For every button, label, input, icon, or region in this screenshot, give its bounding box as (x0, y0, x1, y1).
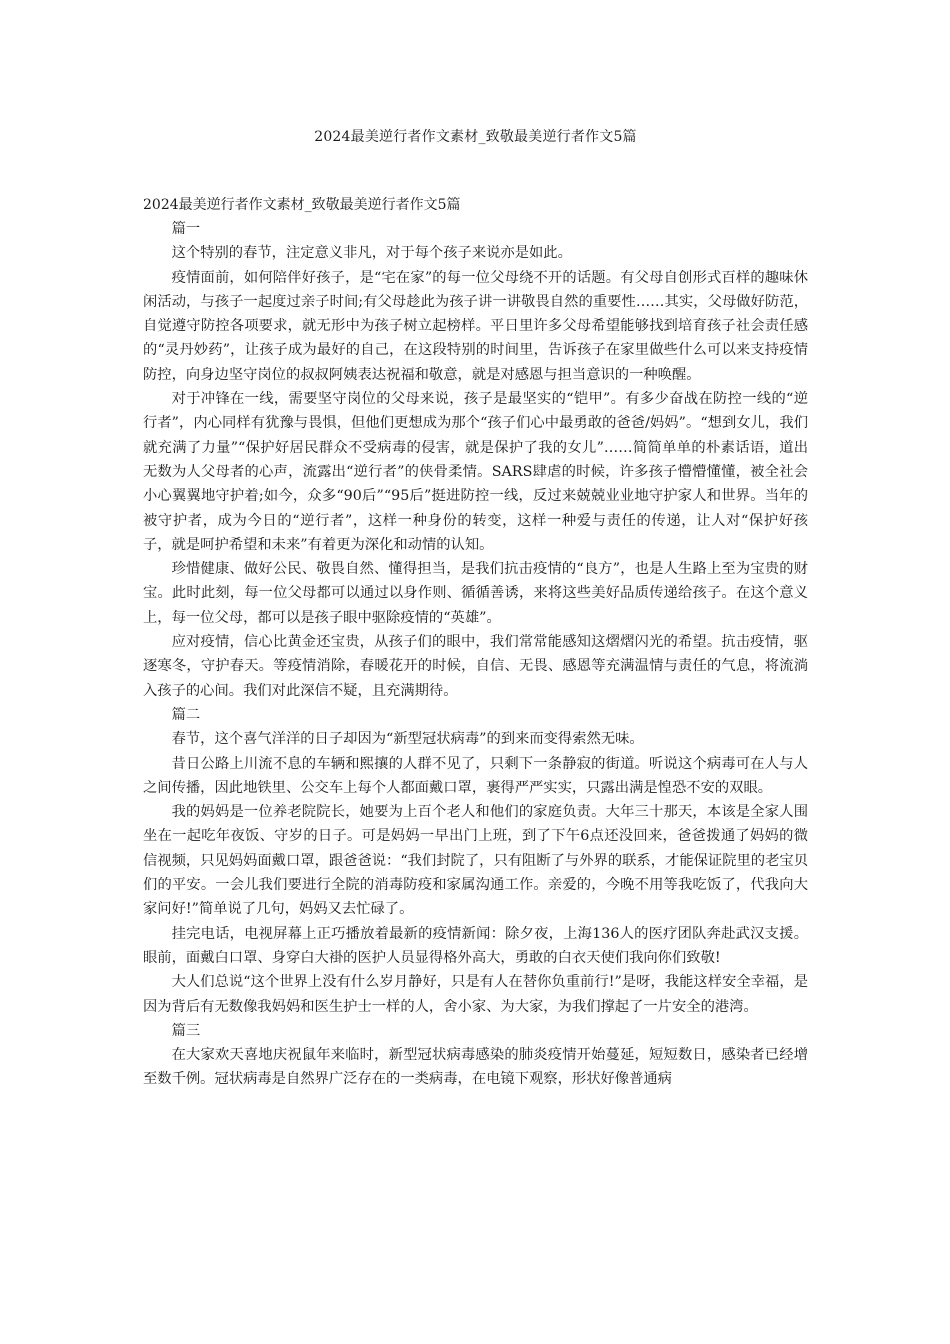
section-heading: 篇二 (171, 706, 201, 723)
paragraph: 挂完电话，电视屏幕上正巧播放着最新的疫情新闻：除夕夜，上海136人的医疗团队奔赴武汉支援。眼前，面戴白口罩、身穿白大褂的医护人员显得格外高大，勇敢的白衣天使们我向你们致敬! (143, 925, 808, 966)
paragraph: 春节，这个喜气洋洋的日子却因为“新型冠状病毒”的到来而变得索然无味。 (171, 731, 644, 748)
paragraph: 大人们总说“这个世界上没有什么岁月静好，只是有人在替你负重前行!”是呀，我能这样安全幸福，是因为背后有无数像我妈妈和医生护士一样的人，舍小家、为大家，为我们撑起了一片安全的港湾。 (143, 974, 808, 1015)
paragraph: 疫情面前，如何陪伴好孩子，是“宅在家”的每一位父母绕不开的话题。有父母自创形式百样的趣味休闲活动，与孩子一起度过亲子时间;有父母趁此为孩子讲一讲敬畏自然的重要性……其实，父母做好防范，自觉遵守防控各项要求，就无形中为孩子树立起榜样。平日里许多父母希望能够找到培育孩子社会责任感的“灵丹妙药”，让孩子成为最好的自己，在这段特别的时间里，告诉孩子在家里做些什么可以来支持疫情防控，向身边坚守岗位的叔叔阿姨表达祝福和敬意，就是对感恩与担当意识的一种唤醒。 (143, 269, 808, 383)
document-title: 2024最美逆行者作文素材_致敬最美逆行者作文5篇 (314, 129, 637, 145)
paragraph: 昔日公路上川流不息的车辆和熙攘的人群不见了，只剩下一条静寂的街道。听说这个病毒可在人与人之间传播，因此地铁里、公交车上每个人都面戴口罩，裹得严严实实，只露出满是惶恐不安的双眼。 (143, 755, 808, 796)
section-heading: 篇一 (171, 221, 201, 237)
document-page (143, 0, 808, 1092)
paragraph: 我的妈妈是一位养老院院长，她要为上百个老人和他们的家庭负责。大年三十那天，本该是全家人围坐在一起吃年夜饭、守岁的日子。可是妈妈一早出门上班，到了下午6点还没回来，爸爸拨通了妈妈的微信视频，只见妈妈面戴口罩，跟爸爸说：“我们封院了，只有阻断了与外界的联系，才能保证院里的老宝贝们的平安。一会儿我们要进行全院的消毒防疫和家属沟通工作。亲爱的，今晚不用等我吃饭了，代我向大家问好!”简单说了几句，妈妈又去忙碌了。 (143, 804, 808, 918)
paragraph: 这个特别的春节，注定意义非凡，对于每个孩子来说亦是如此。 (171, 245, 572, 262)
paragraph: 珍惜健康、做好公民、敬畏自然、懂得担当，是我们抗击疫情的“良方”，也是人生路上至为宝贵的财宝。此时此刻，每一位父母都可以通过以身作则、循循善诱，来将这些美好品质传递给孩子。在这个意义上，每一位父母，都可以是孩子眼中驱除疫情的“英雄”。 (143, 561, 808, 626)
document-subtitle: 2024最美逆行者作文素材_致敬最美逆行者作文5篇 (143, 197, 461, 213)
paragraph: 应对疫情，信心比黄金还宝贵，从孩子们的眼中，我们常常能感知这熠熠闪光的希望。抗击疫情，驱逐寒冬，守护春天。等疫情消除，春暖花开的时候，自信、无畏、感恩等充满温情与责任的气息，将流淌入孩子的心间。我们对此深信不疑，且充满期待。 (143, 634, 808, 699)
paragraph: 对于冲锋在一线，需要坚守岗位的父母来说，孩子是最坚实的“铠甲”。有多少奋战在防控一线的“逆行者”，内心同样有犹豫与畏惧，但他们更想成为那个“孩子们心中最勇敢的爸爸/妈妈”。“想到女儿，我们就充满了力量”“保护好居民群众不受病毒的侵害，就是保护了我的女儿”……简简单单的朴素话语，道出无数为人父母者的心声，流露出“逆行者”的侠骨柔情。SARS肆虐的时候，许多孩子懵懵懂懂，被全社会小心翼翼地守护着;如今，众多“90后”“95后”挺进防控一线，反过来兢兢业业地守护家人和世界。当年的被守护者，成为今日的“逆行者”，这样一种身份的转变，这样一种爱与责任的传递，让人对“保护好孩子，就是呵护希望和未来”有着更为深化和动情的认知。 (143, 391, 808, 553)
document-body (143, 217, 808, 1092)
paragraph: 在大家欢天喜地庆祝鼠年来临时，新型冠状病毒感染的肺炎疫情开始蔓延，短短数日，感染者已经增至数千例。冠状病毒是自然界广泛存在的一类病毒，在电镜下观察，形状好像普通病 (143, 1047, 808, 1088)
section-heading: 篇三 (171, 1022, 201, 1039)
